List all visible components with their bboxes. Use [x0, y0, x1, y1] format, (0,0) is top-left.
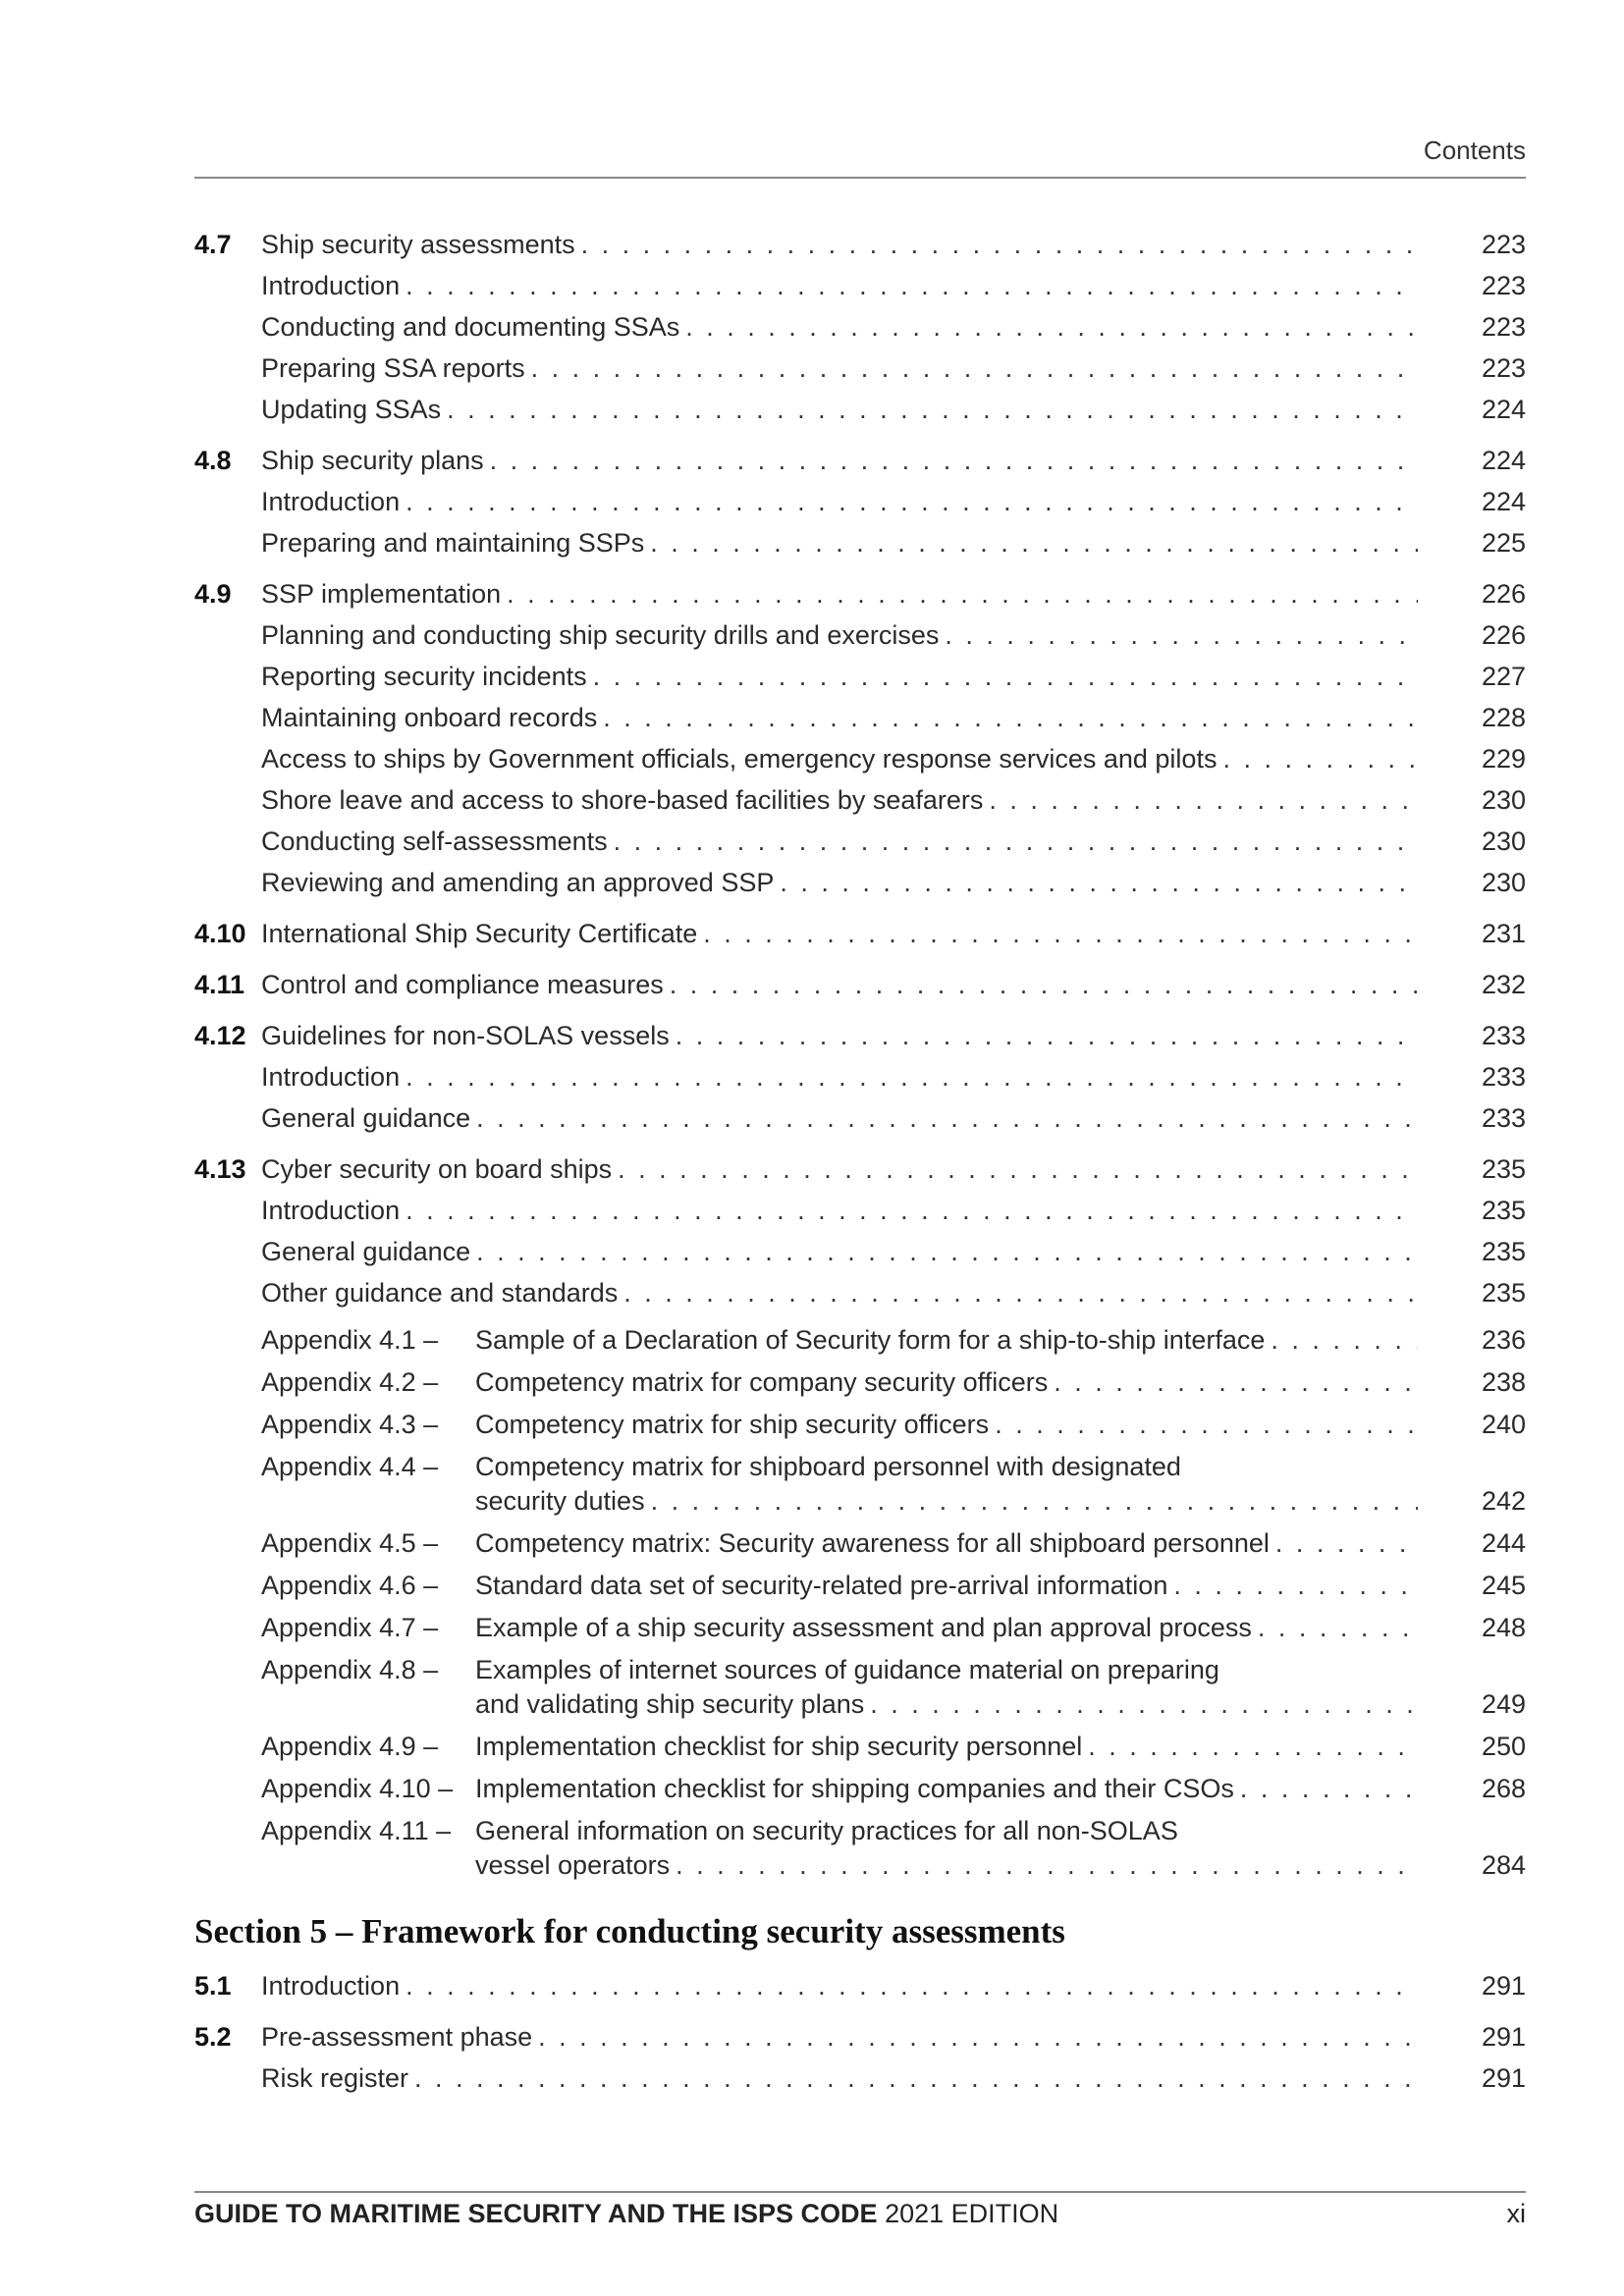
toc-subentry[interactable]	[194, 614, 1526, 656]
entry-title: Other guidance and standards	[261, 1278, 619, 1308]
toc-entry[interactable]	[194, 1148, 1526, 1190]
appendix-label: Appendix 4.8 –	[261, 1655, 439, 1684]
entry-title: Preparing SSA reports	[261, 353, 525, 383]
entry-number: 4.7	[194, 230, 232, 259]
appendix-label: Appendix 4.10 –	[261, 1774, 454, 1803]
appendix-entry[interactable]	[194, 1814, 1526, 1883]
toc-group	[194, 964, 1526, 1005]
appendix-page-number: 244	[1481, 1528, 1526, 1558]
header-rule	[194, 177, 1526, 179]
dot-leader	[406, 1965, 1418, 2006]
dot-leader	[1275, 1526, 1418, 1561]
toc-subentry[interactable]	[194, 1272, 1526, 1313]
appendix-entry[interactable]	[194, 1653, 1526, 1722]
entry-page-number: 235	[1481, 1196, 1526, 1225]
entry-title: Guidelines for non-SOLAS vessels	[261, 1021, 670, 1050]
dot-leader	[650, 522, 1418, 563]
toc-group	[194, 1965, 1526, 2006]
entry-title: Ship security assessments	[261, 230, 575, 259]
dot-leader	[670, 964, 1418, 1005]
toc-entry[interactable]	[194, 440, 1526, 481]
entry-page-number: 235	[1481, 1278, 1526, 1308]
toc-subentry[interactable]	[194, 2057, 1526, 2099]
appendix-entry[interactable]	[194, 1526, 1526, 1561]
entry-number: 4.11	[194, 970, 245, 999]
dot-leader	[870, 1687, 1418, 1722]
toc-entry[interactable]	[194, 964, 1526, 1005]
entry-number: 5.1	[194, 1971, 232, 2001]
entry-page-number: 233	[1481, 1103, 1526, 1133]
entry-title: Ship security plans	[261, 446, 484, 475]
dot-leader	[1258, 1611, 1418, 1645]
appendix-title-line: Standard data set of security-related pre-arrival information	[475, 1571, 1168, 1600]
appendix-title-line: General information on security practices for all non-SOLAS	[475, 1816, 1178, 1845]
entry-page-number: 233	[1481, 1021, 1526, 1050]
dot-leader	[623, 1272, 1418, 1313]
entry-page-number: 224	[1481, 395, 1526, 424]
toc-group	[194, 224, 1526, 430]
appendix-title-line: Sample of a Declaration of Security form for a ship-to-ship interface	[475, 1325, 1266, 1355]
entry-page-number: 226	[1481, 620, 1526, 650]
toc-subentry[interactable]	[194, 697, 1526, 738]
toc-entry[interactable]	[194, 1015, 1526, 1056]
toc-subentry[interactable]	[194, 265, 1526, 306]
dot-leader	[406, 1056, 1418, 1097]
toc-subentry[interactable]	[194, 306, 1526, 347]
entry-title: International Ship Security Certificate	[261, 919, 698, 948]
toc-subentry[interactable]	[194, 1231, 1526, 1272]
entry-title: Control and compliance measures	[261, 970, 664, 999]
appendix-title-line: and validating ship security plans	[475, 1689, 865, 1719]
entry-page-number: 225	[1481, 528, 1526, 558]
appendix-label: Appendix 4.2 –	[261, 1367, 439, 1397]
dot-leader	[581, 224, 1418, 265]
dot-leader	[531, 347, 1418, 389]
entry-title: Conducting self-assessments	[261, 827, 608, 856]
appendix-title-line: Examples of internet sources of guidance material on preparing	[475, 1655, 1219, 1684]
entry-page-number: 224	[1481, 446, 1526, 475]
dot-leader	[995, 1408, 1418, 1442]
appendix-page-number: 245	[1481, 1571, 1526, 1600]
entry-page-number: 291	[1481, 1971, 1526, 2001]
appendix-entry[interactable]	[194, 1365, 1526, 1400]
entry-page-number: 233	[1481, 1062, 1526, 1092]
appendix-entry[interactable]	[194, 1772, 1526, 1806]
appendix-page-number: 250	[1481, 1732, 1526, 1761]
section-5-entries	[194, 1965, 1526, 2099]
dot-leader	[476, 1097, 1418, 1139]
entry-number: 4.10	[194, 919, 246, 948]
toc-subentry[interactable]	[194, 1190, 1526, 1231]
entry-page-number: 235	[1481, 1237, 1526, 1266]
appendix-title-line: Example of a ship security assessment and plan approval process	[475, 1613, 1252, 1642]
page-footer	[194, 2199, 1526, 2229]
entry-page-number: 226	[1481, 579, 1526, 609]
toc-group	[194, 440, 1526, 563]
dot-leader	[1271, 1323, 1418, 1358]
entry-title: Introduction	[261, 1971, 401, 2001]
appendix-title-line: Competency matrix: Security awareness for all shipboard personnel	[475, 1528, 1270, 1558]
dot-leader	[1222, 738, 1418, 779]
entry-title: Introduction	[261, 1062, 401, 1092]
entry-title: Shore leave and access to shore-based facilities by seafarers	[261, 785, 984, 815]
entry-title: SSP implementation	[261, 579, 502, 609]
entry-title: Conducting and documenting SSAs	[261, 312, 680, 342]
section-5-heading: Section 5 – Framework for conducting security assessments	[194, 1912, 1065, 1950]
entry-title: Updating SSAs	[261, 395, 442, 424]
toc-entry[interactable]	[194, 2016, 1526, 2057]
appendix-title-line: Implementation checklist for ship security personnel	[475, 1732, 1083, 1761]
entry-page-number: 223	[1481, 271, 1526, 300]
entry-page-number: 232	[1481, 970, 1526, 999]
appendix-label: Appendix 4.3 –	[261, 1410, 439, 1439]
appendix-entry[interactable]	[194, 1730, 1526, 1764]
entry-page-number: 291	[1481, 2063, 1526, 2093]
entry-title: General guidance	[261, 1237, 471, 1266]
toc-subentry[interactable]	[194, 1097, 1526, 1139]
toc-subentry[interactable]	[194, 522, 1526, 563]
appendix-label: Appendix 4.9 –	[261, 1732, 439, 1761]
appendix-entry[interactable]	[194, 1323, 1526, 1358]
section-4-entries	[194, 224, 1526, 1313]
dot-leader	[618, 1148, 1418, 1190]
toc-subentry[interactable]	[194, 779, 1526, 821]
appendix-title-line: Competency matrix for shipboard personnel with designated	[475, 1452, 1181, 1481]
dot-leader	[651, 1484, 1418, 1519]
dot-leader	[676, 1848, 1418, 1883]
entry-title: Introduction	[261, 487, 401, 516]
appendix-label: Appendix 4.11 –	[261, 1816, 452, 1845]
entry-number: 4.12	[194, 1021, 246, 1050]
toc-subentry[interactable]	[194, 821, 1526, 862]
dot-leader	[447, 389, 1418, 430]
toc-subentry[interactable]	[194, 347, 1526, 389]
footer-page-number: xi	[1506, 2199, 1526, 2228]
dot-leader	[603, 697, 1418, 738]
dot-leader	[593, 656, 1418, 697]
dot-leader	[614, 821, 1418, 862]
entry-number: 4.13	[194, 1154, 246, 1184]
appendix-label: Appendix 4.4 –	[261, 1452, 439, 1481]
entry-number: 4.8	[194, 446, 232, 475]
appendix-label: Appendix 4.7 –	[261, 1613, 439, 1642]
dot-leader	[1088, 1730, 1418, 1764]
toc-subentry[interactable]	[194, 1056, 1526, 1097]
entry-title: Risk register	[261, 2063, 409, 2093]
dot-leader	[406, 265, 1418, 306]
appendix-entry[interactable]	[194, 1408, 1526, 1442]
dot-leader	[676, 1015, 1418, 1056]
entry-number: 4.9	[194, 579, 232, 609]
dot-leader	[1054, 1365, 1418, 1400]
toc-subentry[interactable]	[194, 389, 1526, 430]
dot-leader	[1240, 1772, 1418, 1806]
entry-title: Introduction	[261, 1196, 401, 1225]
entry-title: Maintaining onboard records	[261, 703, 598, 732]
dot-leader	[490, 440, 1418, 481]
entry-page-number: 223	[1481, 230, 1526, 259]
toc-subentry[interactable]	[194, 738, 1526, 779]
appendix-title-line: vessel operators	[475, 1850, 671, 1880]
entry-page-number: 230	[1481, 868, 1526, 897]
entry-page-number: 235	[1481, 1154, 1526, 1184]
appendix-entry[interactable]	[194, 1569, 1526, 1603]
toc-entry[interactable]	[194, 913, 1526, 954]
entry-page-number: 223	[1481, 312, 1526, 342]
entry-page-number: 227	[1481, 662, 1526, 691]
entry-page-number: 230	[1481, 827, 1526, 856]
dot-leader	[989, 779, 1418, 821]
appendix-page-number: 249	[1481, 1689, 1526, 1719]
appendix-entry[interactable]	[194, 1611, 1526, 1645]
running-header: Contents	[1423, 135, 1526, 165]
entry-title: Preparing and maintaining SSPs	[261, 528, 645, 558]
appendix-page-number: 268	[1481, 1774, 1526, 1803]
appendix-title-line: Competency matrix for company security officers	[475, 1367, 1049, 1397]
appendix-page-number: 284	[1481, 1850, 1526, 1880]
toc-group	[194, 573, 1526, 903]
entry-page-number: 223	[1481, 353, 1526, 383]
toc-subentry[interactable]	[194, 656, 1526, 697]
entry-page-number: 224	[1481, 487, 1526, 516]
dot-leader	[1173, 1569, 1418, 1603]
appendix-list	[194, 1323, 1526, 1883]
appendix-title-line: security duties	[475, 1486, 645, 1516]
appendix-page-number: 240	[1481, 1410, 1526, 1439]
dot-leader	[685, 306, 1418, 347]
dot-leader	[476, 1231, 1418, 1272]
entry-page-number: 231	[1481, 919, 1526, 948]
dot-leader	[538, 2016, 1418, 2057]
entry-title: Pre-assessment phase	[261, 2022, 533, 2052]
entry-title: Reviewing and amending an approved SSP	[261, 868, 775, 897]
dot-leader	[507, 573, 1418, 614]
entry-title: Access to ships by Government officials, emergency response services and pilots	[261, 744, 1218, 774]
dot-leader	[414, 2057, 1418, 2099]
toc-group	[194, 2016, 1526, 2099]
toc-group	[194, 913, 1526, 954]
appendix-page-number: 248	[1481, 1613, 1526, 1642]
entry-number: 5.2	[194, 2022, 232, 2052]
appendix-title-line: Implementation checklist for shipping companies and their CSOs	[475, 1774, 1234, 1803]
dot-leader	[780, 862, 1418, 903]
appendix-page-number: 242	[1481, 1486, 1526, 1516]
appendix-page-number: 236	[1481, 1325, 1526, 1355]
entry-title: Reporting security incidents	[261, 662, 587, 691]
dot-leader	[406, 481, 1418, 522]
entry-page-number: 230	[1481, 785, 1526, 815]
dot-leader	[945, 614, 1418, 656]
table-of-contents	[194, 224, 1526, 2109]
entry-page-number: 291	[1481, 2022, 1526, 2052]
toc-entry[interactable]	[194, 224, 1526, 265]
appendix-label: Appendix 4.5 –	[261, 1528, 439, 1558]
toc-entry[interactable]	[194, 573, 1526, 614]
appendix-label: Appendix 4.1 –	[261, 1325, 439, 1355]
entry-title: General guidance	[261, 1103, 471, 1133]
appendix-entry[interactable]	[194, 1450, 1526, 1519]
entry-page-number: 229	[1481, 744, 1526, 774]
dot-leader	[406, 1190, 1418, 1231]
appendix-title-line: Competency matrix for ship security officers	[475, 1410, 990, 1439]
toc-subentry[interactable]	[194, 481, 1526, 522]
toc-group	[194, 1148, 1526, 1313]
appendix-label: Appendix 4.6 –	[261, 1571, 439, 1600]
entry-title: Cyber security on board ships	[261, 1154, 613, 1184]
toc-entry[interactable]	[194, 1965, 1526, 2006]
appendix-page-number: 238	[1481, 1367, 1526, 1397]
toc-group	[194, 1015, 1526, 1139]
entry-page-number: 228	[1481, 703, 1526, 732]
footer-book-title: GUIDE TO MARITIME SECURITY AND THE ISPS CODE 2021 EDITION	[194, 2199, 1059, 2228]
footer-rule	[194, 2191, 1526, 2193]
entry-title: Planning and conducting ship security drills and exercises	[261, 620, 940, 650]
dot-leader	[703, 913, 1418, 954]
entry-title: Introduction	[261, 271, 401, 300]
toc-subentry[interactable]	[194, 862, 1526, 903]
